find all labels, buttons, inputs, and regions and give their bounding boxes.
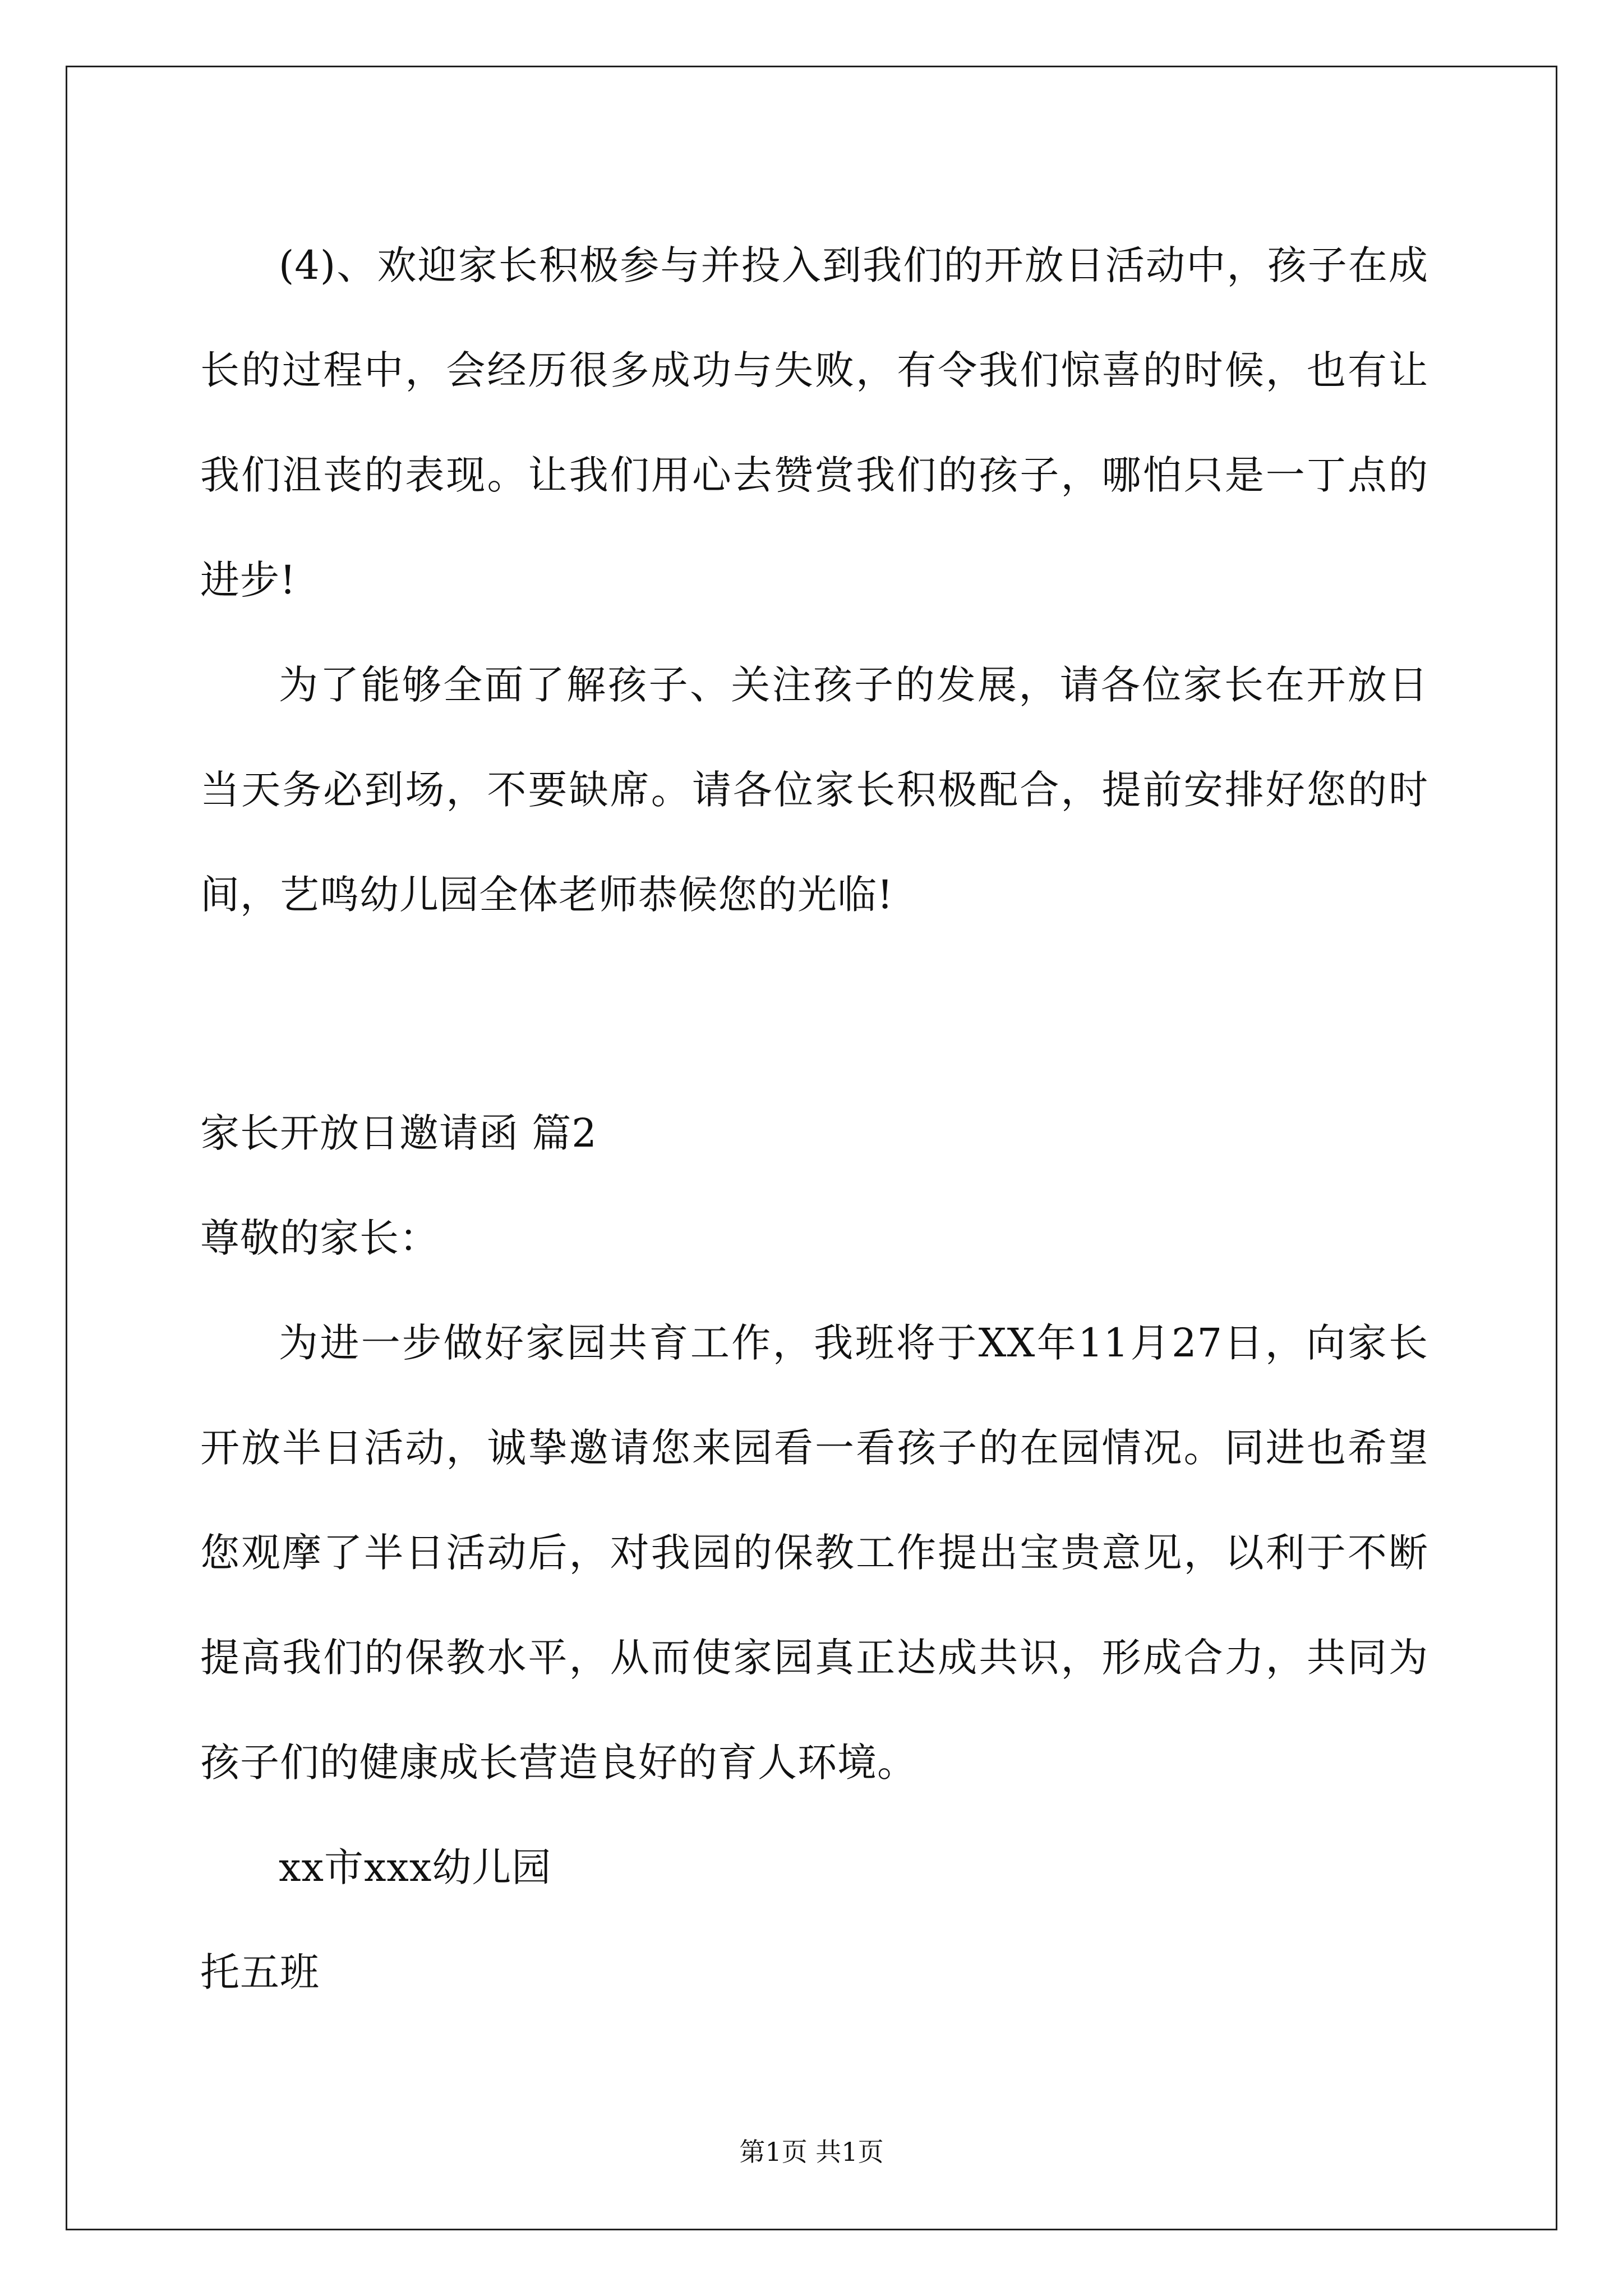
paragraph-invitation-body: 为进一步做好家园共育工作，我班将于XX年11月27日，向家长开放半日活动，诚挚邀请您来园看一看孩子的在园情况。同进也希望您观摩了半日活动后，对我园的保教工作提出宝贵意见，以利于不断提高我们的保教水平，从而使家园真正达成共识，形成合力，共同为孩子们的健康成长营造良好的育人环境。 — [200, 1320, 1428, 1786]
salutation: 尊敬的家长： — [200, 1215, 439, 1261]
signature-class: 托五班 — [200, 1949, 320, 1995]
document-body — [200, 213, 1428, 2025]
paragraph-open-day-welcome: (4)、欢迎家长积极参与并投入到我们的开放日活动中，孩子在成长的过程中，会经历很多成功与失败，有令我们惊喜的时候，也有让我们沮丧的表现。让我们用心去赞赏我们的孩子，哪怕只是一丁点的进步! — [200, 242, 1428, 603]
signature-organization: xx市xxx幼儿园 — [279, 1844, 552, 1890]
page-number: 第1页 共1页 — [739, 2137, 884, 2167]
paragraph-attendance-request: 为了能够全面了解孩子、关注孩子的发展，请各位家长在开放日当天务必到场，不要缺席。请各位家长积极配合，提前安排好您的时间，艺鸣幼儿园全体老师恭候您的光临! — [200, 662, 1428, 918]
section-title: 家长开放日邀请函 篇2 — [200, 1110, 597, 1156]
